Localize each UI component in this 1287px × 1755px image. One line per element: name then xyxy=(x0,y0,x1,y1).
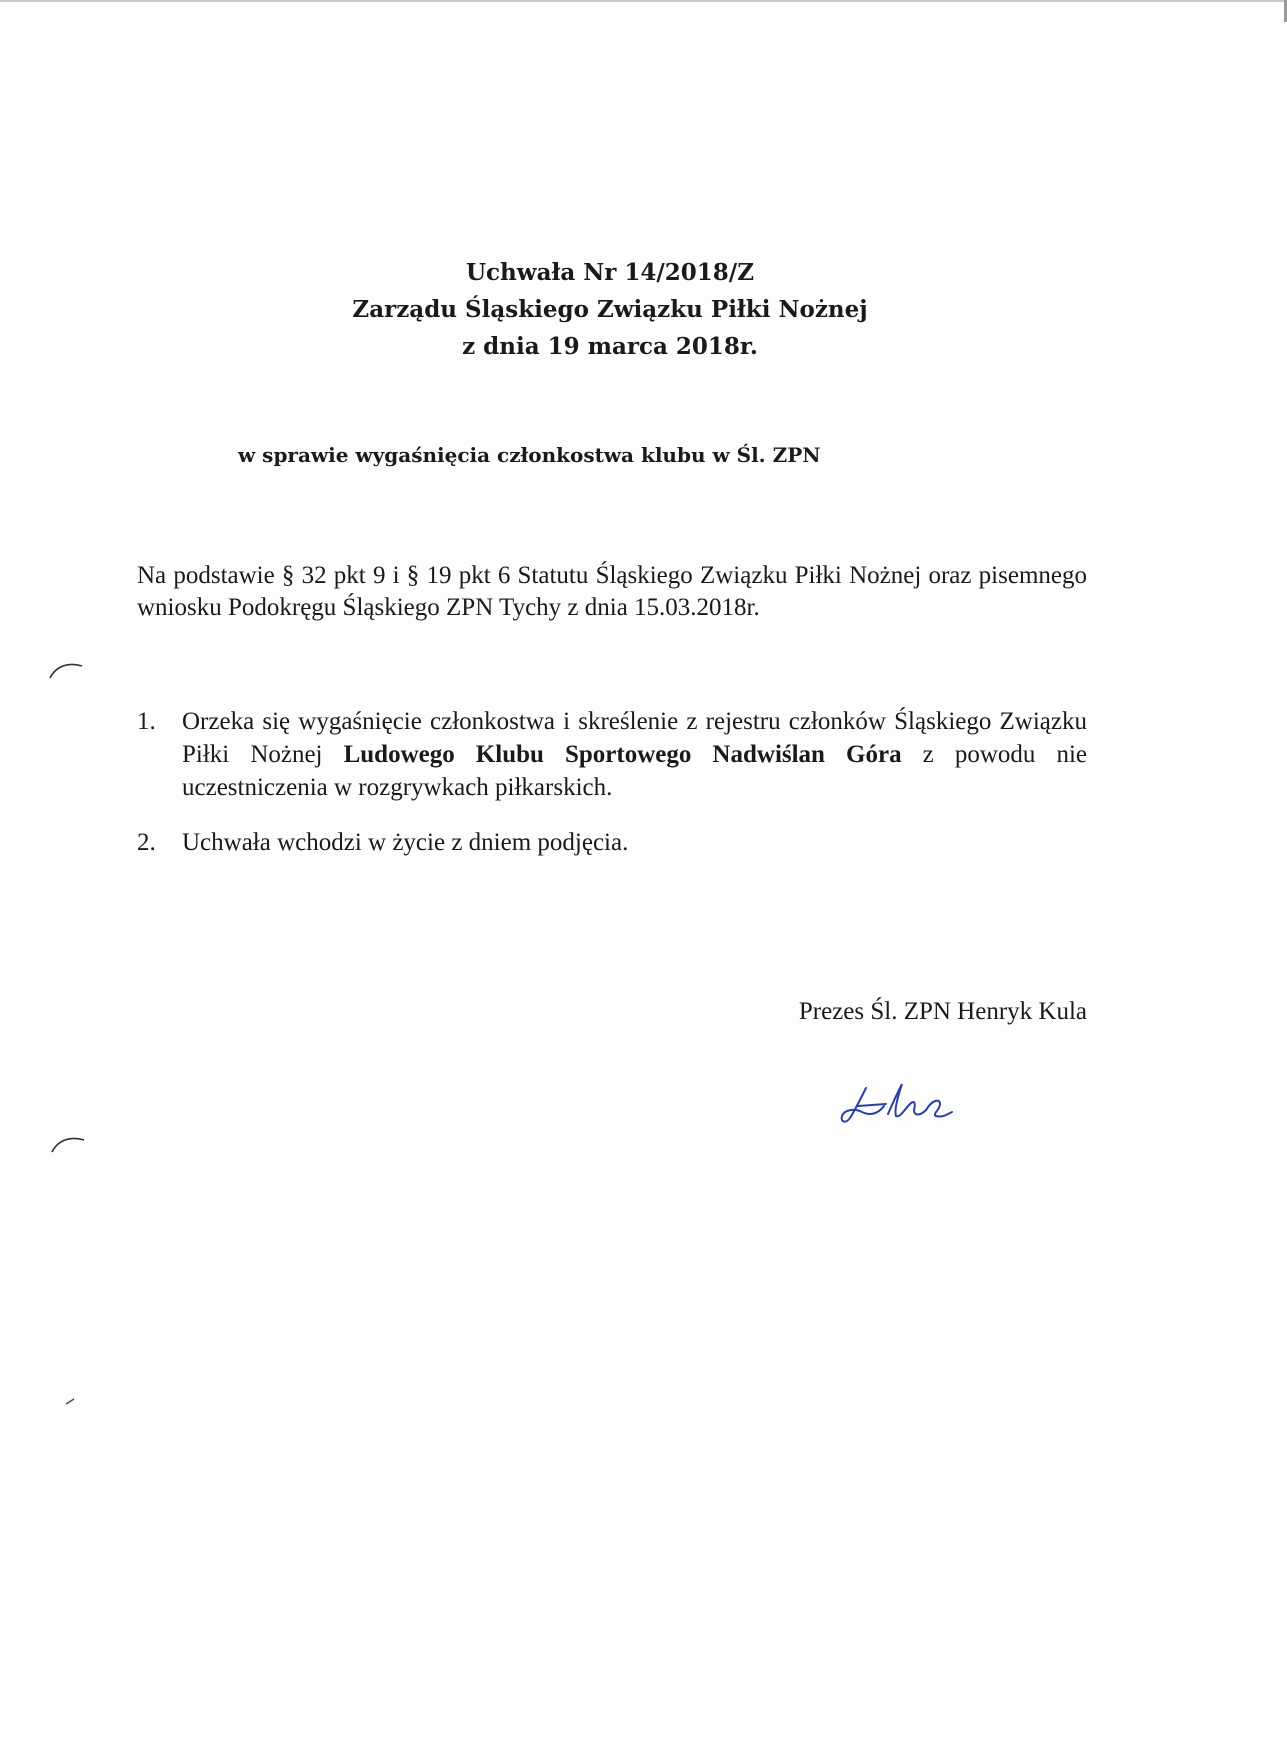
legal-basis-paragraph: Na podstawie § 32 pkt 9 i § 19 pkt 6 Statutu Śląskiego Związku Piłki Nożnej oraz pisemnego wniosku Podokręgu Śląskiego ZPN Tychy z dnia 15.03.2018r. xyxy=(137,562,1087,621)
issuing-body: Zarządu Śląskiego Związku Piłki Nożnej xyxy=(352,296,868,323)
club-name: Ludowego Klubu Sportowego Nadwiślan Góra xyxy=(343,741,902,768)
scan-edge-top xyxy=(0,0,1287,2)
item-number: 2. xyxy=(137,829,156,856)
resolution-header xyxy=(0,254,1220,365)
signatory-line: Prezes Śl. ZPN Henryk Kula xyxy=(798,998,1087,1025)
handwritten-signature xyxy=(836,1070,966,1130)
item-text xyxy=(182,705,1087,804)
item-number: 1. xyxy=(137,708,156,735)
item-text: Uchwała wchodzi w życie z dniem podjęcia. xyxy=(182,829,629,856)
list-item xyxy=(137,826,1087,859)
resolution-points xyxy=(137,705,1087,881)
resolution-date: z dnia 19 marca 2018r. xyxy=(462,333,758,360)
item-text-part: z powodu nie uczestniczenia w rozgrywkach piłkarskich. xyxy=(182,741,1088,801)
resolution-number: Uchwała Nr 14/2018/Z xyxy=(465,259,754,286)
punch-hole-mark xyxy=(48,658,88,680)
scan-speck xyxy=(64,1396,78,1406)
resolution-subject: w sprawie wygaśnięcia członkostwa klubu w Śl. ZPN xyxy=(238,443,821,467)
punch-hole-mark xyxy=(50,1132,90,1154)
item-text-part: Orzeka się wygaśnięcie członkostwa i skreślenie z rejestru członków Śląskiego Związku Piłki Nożnej xyxy=(182,708,1087,768)
list-item xyxy=(137,705,1087,804)
